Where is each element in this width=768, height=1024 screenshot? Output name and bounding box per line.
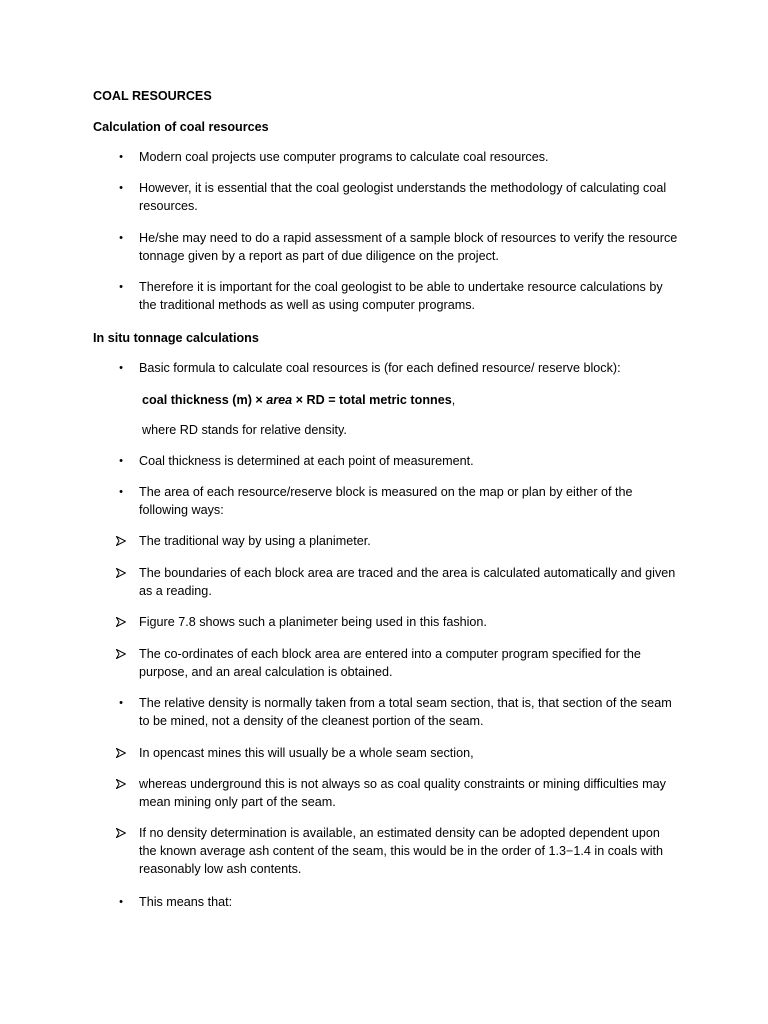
list-item-text: The traditional way by using a planimeter. [139,534,371,548]
list-item [139,645,679,681]
formula-line [142,391,455,409]
arrow-bullet-icon [114,613,128,627]
section-heading-in-situ: In situ tonnage calculations [93,331,259,345]
list-item-text: However, it is essential that the coal geologist understands the methodology of calculating coal resources. [139,181,667,213]
list-item [139,564,679,600]
list-item [119,694,679,730]
list-item-text: Modern coal projects use computer programs to calculate coal resources. [139,150,549,164]
list-item [119,148,679,166]
list-item-text: This means that: [139,895,233,909]
list-item [139,532,679,550]
formula-part-area: area [266,393,293,407]
bullet-marker: • [119,362,123,374]
arrow-bullet-icon [114,645,128,659]
list-item-text: Coal thickness is determined at each point of measurement. [139,454,474,468]
arrow-bullet-icon [114,775,128,789]
arrow-bullet-icon [114,824,128,838]
arrow-bullet-icon [114,532,128,546]
bullet-marker: • [119,486,123,498]
section-heading-calculation: Calculation of coal resources [93,120,269,134]
list-item [119,893,679,911]
bullet-marker: • [119,232,123,244]
list-item-text: Figure 7.8 shows such a planimeter being used in this fashion. [139,615,487,629]
formula-part-result: × RD = total metric tonnes [292,393,452,407]
list-item [119,452,679,470]
list-item-text: In opencast mines this will usually be a whole seam section, [139,746,474,760]
list-item-text: Basic formula to calculate coal resources is (for each defined resource/ reserve block): [139,361,621,375]
list-item-text: He/she may need to do a rapid assessment of a sample block of resources to verify the resource tonnage given by a report as part of due diligence on the project. [139,231,678,263]
list-item-text: The area of each resource/reserve block is measured on the map or plan by either of the following ways: [139,485,633,517]
list-item-text: whereas underground this is not always so as coal quality constraints or mining difficulties may mean mining only part of the seam. [139,777,666,809]
list-item-text: Therefore it is important for the coal geologist to be able to undertake resource calculations by the traditional methods as well as using computer programs. [139,280,663,312]
list-item [139,824,679,878]
list-item [139,744,679,762]
list-item [139,613,679,631]
list-item-text: The boundaries of each block area are traced and the area is calculated automatically and given as a reading. [139,566,676,598]
document-title: COAL RESOURCES [93,89,212,103]
bullet-marker: • [119,281,123,293]
arrow-bullet-icon [114,744,128,758]
list-item [119,229,679,265]
list-item [139,775,679,811]
formula-suffix: , [451,393,456,407]
list-item [119,179,679,215]
bullet-marker: • [119,896,123,908]
formula-note: where RD stands for relative density. [142,423,347,437]
list-item [119,359,679,377]
bullet-marker: • [119,151,123,163]
list-item [119,483,679,519]
formula-part-thickness: coal thickness (m) × [142,393,267,407]
list-item-text: If no density determination is available, an estimated density can be adopted dependent upon the known average ash content of the seam, this would be in the order of 1.3−1.4 in coals with reasonably low ash contents. [139,826,664,876]
list-item-text: The co-ordinates of each block area are entered into a computer program specified for the purpose, and an areal calculation is obtained. [139,647,641,679]
list-item [119,278,679,314]
bullet-marker: • [119,455,123,467]
bullet-marker: • [119,182,123,194]
bullet-marker: • [119,697,123,709]
arrow-bullet-icon [114,564,128,578]
list-item-text: The relative density is normally taken from a total seam section, that is, that section of the seam to be mined, not a density of the cleanest portion of the seam. [139,696,672,728]
